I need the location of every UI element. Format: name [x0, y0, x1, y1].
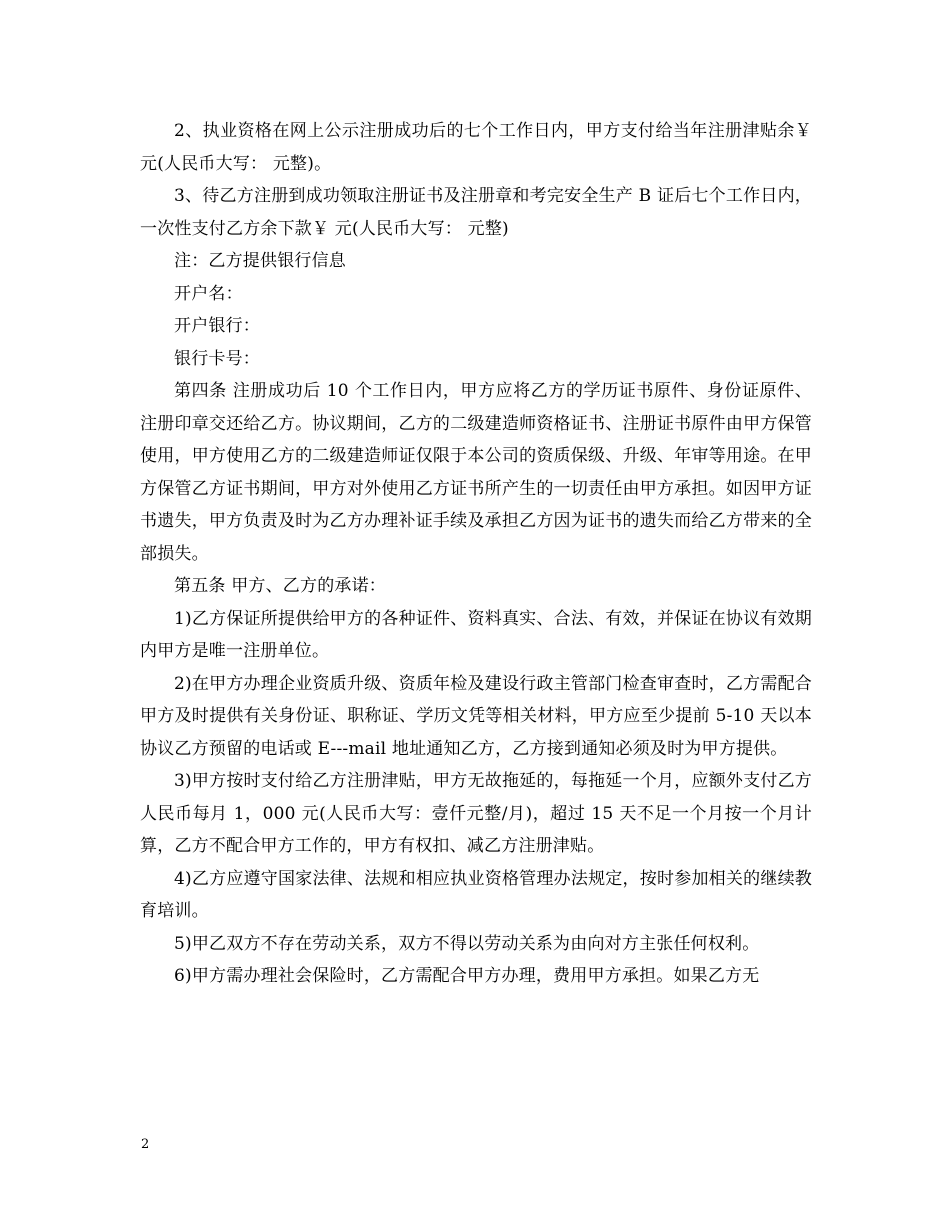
paragraph-bank-note: 注：乙方提供银行信息 [174, 251, 346, 271]
paragraph-bank-name: 开户银行： [174, 316, 260, 336]
paragraph-promise-1: 1)乙方保证所提供给甲方的各种证件、资料真实、合法、有效，并保证在协议有效期内甲方是唯一注册单位。 [140, 608, 812, 661]
paragraph-clause-2: 2、执业资格在网上公示注册成功后的七个工作日内，甲方支付给当年注册津贴余￥ 元(人民币大写： 元整)。 [140, 121, 812, 174]
paragraph-article-5-heading: 第五条 甲方、乙方的承诺： [174, 576, 387, 596]
paragraph-promise-4: 4)乙方应遵守国家法律、法规和相应执业资格管理办法规定，按时参加相关的继续教育培训。 [140, 868, 812, 921]
paragraph-account-name: 开户名： [174, 283, 243, 304]
paragraph-promise-3: 3)甲方按时支付给乙方注册津贴，甲方无故拖延的，每拖延一个月，应额外支付乙方人民币每月 1，000 元(人民币大写：壹仟元整/月)，超过 15 天不足一个月按一个月计算，乙方不配合甲方工作的，甲方有权扣、减乙方注册津贴。 [140, 771, 812, 856]
paragraph-promise-5: 5)甲乙双方不存在劳动关系，双方不得以劳动关系为由向对方主张任何权利。 [174, 933, 760, 954]
paragraph-card-number: 银行卡号： [174, 348, 260, 369]
document-body [140, 115, 812, 993]
paragraph-promise-6: 6)甲方需办理社会保险时，乙方需配合甲方办理，费用甲方承担。如果乙方无 [174, 966, 760, 986]
paragraph-article-4: 第四条 注册成功后 10 个工作日内，甲方应将乙方的学历证书原件、身份证原件、注册印章交还给乙方。协议期间，乙方的二级建造师资格证书、注册证书原件由甲方保管使用，甲方使用乙方的二级建造师证仅限于本公司的资质保级、升级、年审等用途。在甲方保管乙方证书期间，甲方对外使用乙方证书所产生的一切责任由甲方承担。如因甲方证书遗失，甲方负责及时为乙方办理补证手续及承担乙方因为证书的遗失而给乙方带来的全部损失。 [140, 381, 812, 564]
paragraph-promise-2: 2)在甲方办理企业资质升级、资质年检及建设行政主管部门检查审查时，乙方需配合甲方及时提供有关身份证、职称证、学历文凭等相关材料，甲方应至少提前 5-10 天以本协议乙方预留的电话或 E---mail 地址通知乙方，乙方接到通知必须及时为甲方提供。 [140, 673, 812, 759]
paragraph-clause-3: 3、待乙方注册到成功领取注册证书及注册章和考完安全生产 B 证后七个工作日内，一次性支付乙方余下款￥ 元(人民币大写： 元整) [140, 186, 812, 239]
page-number: 2 [141, 1137, 150, 1152]
